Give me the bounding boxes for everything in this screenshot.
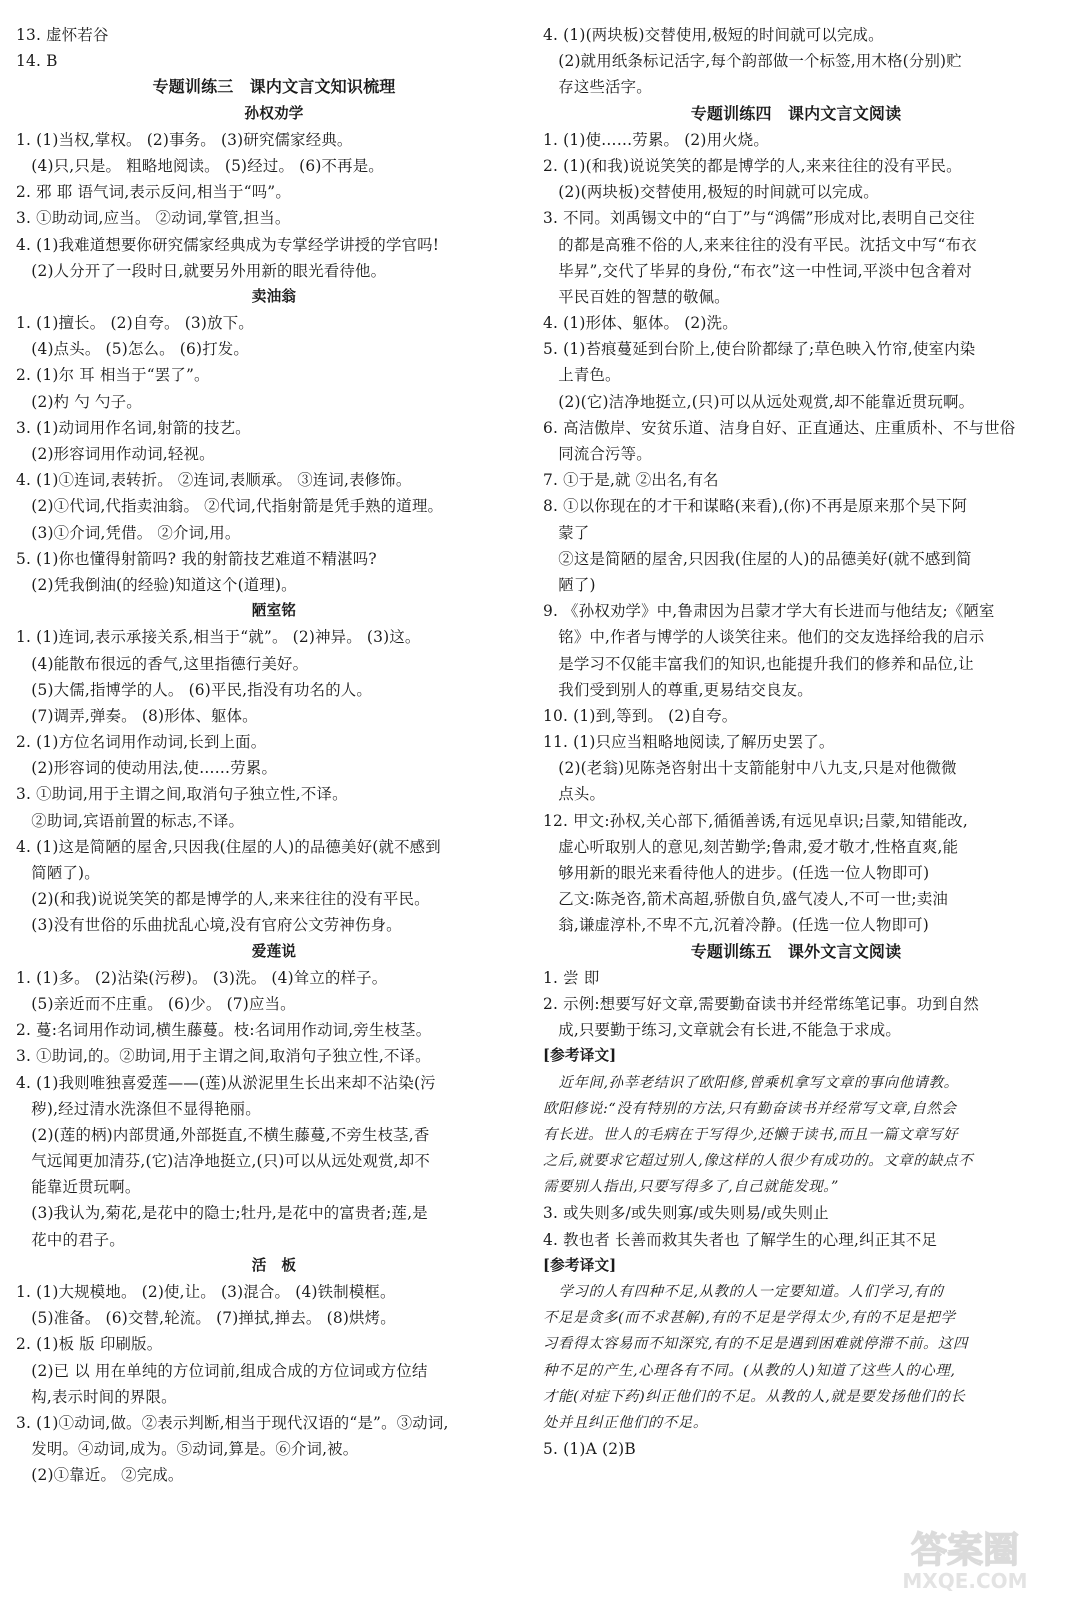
text-line: 发明。④动词,成为。⑤动词,算是。⑥介词,被。 [16, 1440, 359, 1459]
text-line: 1. (1)连词,表示承接关系,相当于“就”。 (2)神异。 (3)这。 [16, 628, 421, 647]
text-line: 14. B [16, 52, 58, 71]
text-line: (7)调弄,弹奏。 (8)形体、躯体。 [16, 706, 258, 725]
text-line: 5. (1)A (2)B [543, 1440, 636, 1459]
text-line: 1. (1)使……劳累。 (2)用火烧。 [543, 130, 769, 149]
text-line: 点头。 [543, 785, 606, 804]
text-line: 花中的君子。 [16, 1230, 125, 1249]
text-line: (2)已 以 用在单纯的方位词前,组成合成的方位词或方位结 [16, 1361, 428, 1380]
translation-line: 需要别人指出,只要写得多了,自己就能发现。” [543, 1179, 839, 1196]
text-line: (4)点头。 (5)怎么。 (6)打发。 [16, 340, 249, 359]
text-line: 2. (1)尔 耳 相当于“罢了”。 [16, 366, 210, 385]
text-line: 3. ①助动词,应当。 ②动词,掌管,担当。 [16, 209, 291, 228]
text-line: 4. (1)形体、躯体。 (2)洗。 [543, 314, 738, 333]
text-line: (2)(和我)说说笑笑的都是博学的人,来来往往的没有平民。 [16, 890, 430, 909]
text-line: 4. (1)我则唯独喜爱莲——(莲)从淤泥里生长出来却不沾染(污 [16, 1073, 436, 1092]
watermark-top: 答案圈 [910, 1530, 1020, 1571]
translation-line: 才能(对症下药)纠正他们的不足。从教的人,就是要发扬他们的长 [543, 1388, 966, 1405]
text-line: 11. (1)只应当粗略地阅读,了解历史罢了。 [543, 733, 835, 752]
text-line: (5)准备。 (6)交替,轮流。 (7)掸拭,掸去。 (8)烘烤。 [16, 1309, 396, 1328]
text-line: 成,只要勤于练习,文章就会有长进,不能急于求成。 [543, 1021, 901, 1040]
text-line: (3)没有世俗的乐曲扰乱心境,没有官府公文劳神伤身。 [16, 916, 402, 935]
text-line: (2)①靠近。 ②完成。 [16, 1466, 184, 1485]
text-line: 7. ①于是,就 ②出名,有名 [543, 471, 719, 490]
text-line: 存这些活字。 [543, 78, 652, 97]
text-line: 翁,谦虚淳朴,不卑不亢,沉着冷静。(任选一位人物即可) [543, 916, 929, 935]
text-line: (2)形容词用作动词,轻视。 [16, 445, 215, 463]
text-line: (4)只,只是。 粗略地阅读。 (5)经过。 (6)不再是。 [16, 156, 384, 175]
translation-line: 学习的人有四种不足,从教的人一定要知道。人们学习,有的 [543, 1284, 944, 1300]
text-line: 铭》中,作者与博学的人谈笑往来。他们的交友选择给我的启示 [543, 628, 985, 647]
translation-line: 不足是贪多(而不求甚解),有的不足是学得太少,有的不足是把学 [543, 1310, 956, 1327]
text-line: 陋了) [543, 575, 596, 594]
text-line: 虚心听取别人的意见,刻苦勤学;鲁肃,爱才敬才,性格直爽,能 [543, 837, 959, 856]
text-line: (3)①介词,凭借。 ②介词,用。 [16, 523, 241, 542]
section-title: 专题训练五 课外文言文阅读 [690, 941, 902, 961]
subsection-title: 爱莲说 [251, 942, 297, 960]
text-line: (2)就用纸条标记活字,每个韵部做一个标签,用木格(分别)贮 [543, 52, 962, 71]
translation-line: 习看得太容易而不知深究,有的不足是遇到困难就停滞不前。这四 [543, 1336, 968, 1353]
text-line: (5)亲近而不庄重。 (6)少。 (7)应当。 [16, 994, 296, 1013]
translation-line: 种不足的产生,心理各有不同。(从教的人)知道了这些人的心理, [543, 1362, 956, 1379]
text-line: 2. (1)板 版 印刷版。 [16, 1335, 163, 1354]
text-line: 5. (1)你也懂得射箭吗? 我的射箭技艺难道不精湛吗? [16, 549, 377, 568]
left-column [16, 22, 532, 1489]
text-line: 12. 甲文:孙权,关心部下,循循善诱,有远见卓识;吕蒙,知错能改, [543, 811, 968, 830]
text-line: 13. 虚怀若谷 [16, 26, 109, 44]
text-line: (5)大儒,指博学的人。 (6)平民,指没有功名的人。 [16, 680, 372, 699]
text-line: 平民百姓的智慧的敬佩。 [543, 287, 730, 306]
translation-line: 有长进。世人的毛病在于写得少,还懒于读书,而且一篇文章写好 [543, 1126, 959, 1143]
reference-label: [参考译文] [543, 1256, 617, 1274]
section-title: 专题训练三 课内文言文知识梳理 [152, 77, 396, 97]
text-line: 2. (1)方位名词用作动词,长到上面。 [16, 733, 267, 752]
text-line: 3. 不同。刘禹锡文中的“白丁”与“鸿儒”形成对比,表明自己交往 [543, 209, 975, 228]
text-line: (2)①代词,代指卖油翁。 ②代词,代指射箭是凭手熟的道理。 [16, 497, 444, 516]
text-line: 3. (1)动词用作名词,射箭的技艺。 [16, 418, 251, 437]
text-line: 我们受到别人的尊重,更易结交良友。 [543, 680, 813, 699]
text-line: (2)(莲的柄)内部贯通,外部挺直,不横生藤蔓,不旁生枝茎,香 [16, 1125, 430, 1144]
subsection-title: 陋室铭 [251, 602, 297, 620]
text-line: 上青色。 [543, 366, 621, 385]
text-line: 10. (1)到,等到。 (2)自夸。 [543, 706, 738, 725]
text-line: 1. 尝 即 [543, 968, 600, 987]
subsection-title: 卖油翁 [251, 287, 297, 305]
text-line: 简陋了)。 [16, 864, 100, 882]
text-line: 1. (1)当权,掌权。 (2)事务。 (3)研究儒家经典。 [16, 130, 353, 149]
text-line: 3. (1)①动词,做。②表示判断,相当于现代汉语的“是”。③动词, [16, 1413, 449, 1432]
text-line: ②这是简陋的屋舍,只因我(住屋的人)的品德美好(就不感到简 [543, 549, 972, 568]
text-line: (2)(它)洁净地挺立,(只)可以从远处观赏,却不能靠近贯玩啊。 [543, 392, 975, 411]
text-line: 1. (1)多。 (2)沾染(污秽)。 (3)洗。 (4)耸立的样子。 [16, 968, 388, 987]
text-line: 蒙了 [543, 523, 590, 542]
text-line: ②助词,宾语前置的标志,不译。 [16, 811, 245, 830]
text-line: (2)(两块板)交替使用,极短的时间就可以完成。 [543, 183, 879, 202]
text-line: 9. 《孙权劝学》中,鲁肃因为吕蒙才学大有长进而与他结友;《陋室 [543, 602, 995, 621]
text-line: (2)凭我倒油(的经验)知道这个(道理)。 [16, 575, 297, 594]
text-line: 毕昇”,交代了毕昇的身份,“布衣”这一中性词,平淡中包含着对 [543, 261, 972, 280]
text-line: 4. (1)(两块板)交替使用,极短的时间就可以完成。 [543, 26, 884, 44]
text-line: 3. ①助词,的。②助词,用于主谓之间,取消句子独立性,不译。 [16, 1047, 431, 1066]
text-line: (2)形容词的使动用法,使……劳累。 [16, 759, 278, 778]
text-line: (2)人分开了一段时日,就要另外用新的眼光看待他。 [16, 261, 387, 280]
text-line: 够用新的眼光来看待他人的进步。(任选一位人物即可) [543, 864, 930, 882]
text-line: 乙文:陈尧咨,箭术高超,骄傲自负,盛气凌人,不可一世;卖油 [543, 890, 949, 909]
translation-line: 处并且纠正他们的不足。 [543, 1414, 708, 1431]
text-line: 1. (1)大规模地。 (2)使,让。 (3)混合。 (4)铁制模框。 [16, 1283, 396, 1301]
text-line: 8. ①以你现在的才干和谋略(来看),(你)不再是原来那个吴下阿 [543, 497, 968, 516]
text-line: 4. (1)①连词,表转折。 ②连词,表顺承。 ③连词,表修饰。 [16, 471, 412, 490]
translation-line: 近年间,孙莘老结识了欧阳修,曾乘机拿写文章的事向他请教。 [543, 1074, 959, 1091]
text-line: 6. 高洁傲岸、安贫乐道、洁身自好、正直通达、庄重质朴、不与世俗 [543, 418, 1016, 437]
text-line: 是学习不仅能丰富我们的知识,也能提升我们的修养和品位,让 [543, 654, 974, 673]
subsection-title: 活 板 [251, 1256, 297, 1274]
text-line: 的都是高雅不俗的人,来来往往的没有平民。沈括文中写“布衣 [543, 235, 977, 254]
text-line: 4. 教也者 长善而救其失者也 了解学生的心理,纠正其不足 [543, 1230, 938, 1249]
text-line: 4. (1)这是简陋的屋舍,只因我(住屋的人)的品德美好(就不感到 [16, 837, 441, 856]
text-line: 1. (1)擅长。 (2)自夸。 (3)放下。 [16, 314, 254, 333]
translation-line: 之后,就要求它超过别人,像这样的人很少有成功的。文章的缺点不 [543, 1153, 974, 1170]
translation-line: 欧阳修说:“没有特别的方法,只有勤奋读书并经常写文章,自然会 [543, 1100, 957, 1117]
right-column [543, 22, 1049, 1462]
text-line: 2. 蔓:名词用作动词,横生藤蔓。枝:名词用作动词,旁生枝茎。 [16, 1021, 432, 1040]
section-title: 专题训练四 课内文言文阅读 [690, 103, 902, 123]
text-line: (2)杓 勺 勺子。 [16, 392, 142, 411]
text-line: 2. 示例:想要写好文章,需要勤奋读书并经常练笔记事。功到自然 [543, 994, 980, 1013]
text-line: 气远闻更加清芬,(它)洁净地挺立,(只)可以从远处观赏,却不 [16, 1152, 430, 1171]
text-line: 3. ①助词,用于主谓之间,取消句子独立性,不译。 [16, 785, 348, 804]
watermark-logo [875, 1522, 1055, 1594]
text-line: 能靠近贯玩啊。 [16, 1178, 141, 1197]
text-line: 构,表示时间的界限。 [16, 1387, 177, 1406]
text-line: (3)我认为,菊花,是花中的隐士;牡丹,是花中的富贵者;莲,是 [16, 1204, 428, 1223]
text-line: 2. 邪 耶 语气词,表示反问,相当于“吗”。 [16, 183, 291, 202]
watermark-bottom: MXQE.COM [902, 1569, 1028, 1593]
text-line: 3. 或失则多/或失则寡/或失则易/或失则止 [543, 1204, 829, 1223]
text-line: (4)能散布很远的香气,这里指德行美好。 [16, 654, 309, 673]
text-line: 同流合污等。 [543, 445, 652, 463]
text-line: (2)(老翁)见陈尧咨射出十支箭能射中八九支,只是对他微微 [543, 759, 957, 778]
text-line: 4. (1)我难道想要你研究儒家经典成为专掌经学讲授的学官吗! [16, 235, 440, 254]
subsection-title: 孙权劝学 [244, 104, 304, 122]
text-line: 2. (1)(和我)说说笑笑的都是博学的人,来来往往的没有平民。 [543, 156, 962, 175]
text-line: 5. (1)苔痕蔓延到台阶上,使台阶都绿了;草色映入竹帘,使室内染 [543, 340, 976, 359]
reference-label: [参考译文] [543, 1047, 617, 1065]
text-line: 秽),经过清水洗涤但不显得艳丽。 [16, 1099, 261, 1118]
